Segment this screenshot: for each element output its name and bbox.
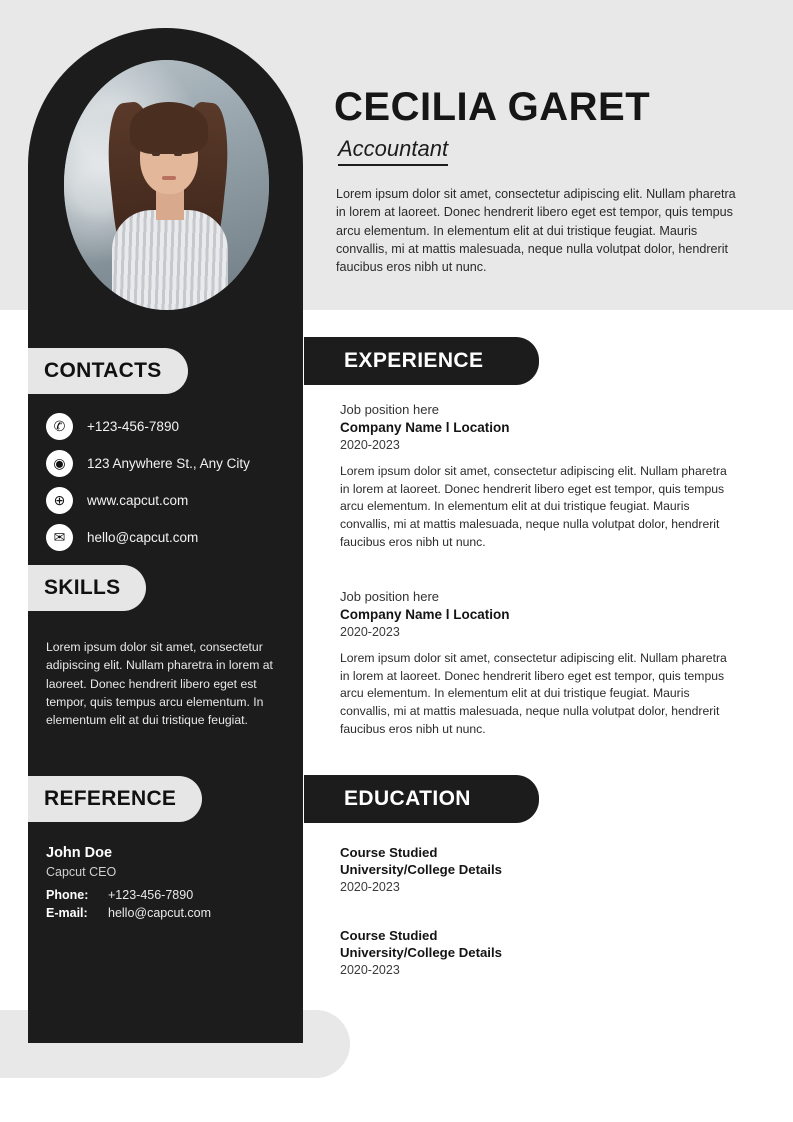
- experience-description: Lorem ipsum dolor sit amet, consectetur adipiscing elit. Nullam pharetra in lorem at laoreet. Donec hendrerit libero eget est tempor, quis tempus arcu elementum. In elementum elit at dui tristique feugiat. Mauris convallis, mi at mattis malesuada, neque nulla volutpat dolor, hendrerit faucibus eros nibh ut nunc.: [340, 651, 727, 736]
- education-entry: [340, 845, 670, 894]
- section-header-experience: [304, 337, 539, 385]
- reference-email-row: [46, 906, 286, 920]
- experience-position: Job position here: [340, 589, 440, 604]
- section-label-contacts: CONTACTS: [44, 359, 162, 382]
- reference-block: [46, 845, 286, 924]
- phone-icon: ✆: [46, 413, 73, 440]
- reference-phone-label: Phone:: [46, 888, 89, 902]
- photo-hair-top: [130, 102, 208, 154]
- education-years: 2020-2023: [340, 963, 400, 977]
- job-role-subtitle: Accountant: [338, 136, 448, 166]
- education-entry: [340, 928, 670, 977]
- contact-email-text[interactable]: hello@capcut.com: [87, 530, 199, 545]
- reference-phone-value: +123-456-7890: [108, 888, 194, 902]
- reference-title: Capcut CEO: [46, 865, 117, 879]
- section-label-skills: SKILLS: [44, 576, 121, 599]
- contact-address-text: 123 Anywhere St., Any City: [87, 456, 250, 471]
- contact-website-text[interactable]: www.capcut.com: [87, 493, 189, 508]
- photo-eye-left: [152, 152, 160, 156]
- reference-email-value: hello@capcut.com: [108, 906, 212, 920]
- section-header-contacts: [28, 348, 188, 394]
- contact-phone-text: +123-456-7890: [87, 419, 179, 434]
- section-header-skills: [28, 565, 146, 611]
- photo-mouth: [162, 176, 176, 180]
- reference-email-label: E-mail:: [46, 906, 88, 920]
- education-course: Course Studied: [340, 928, 438, 943]
- list-item: [46, 482, 296, 519]
- profile-photo: [64, 60, 269, 310]
- section-label-experience: EXPERIENCE: [344, 349, 484, 372]
- section-label-education: EDUCATION: [344, 787, 471, 810]
- list-item: [46, 445, 296, 482]
- experience-years: 2020-2023: [340, 625, 400, 639]
- education-years: 2020-2023: [340, 880, 400, 894]
- education-school: University/College Details: [340, 945, 502, 960]
- envelope-icon: ✉: [46, 524, 73, 551]
- location-pin-icon: ◉: [46, 450, 73, 477]
- skills-description: Lorem ipsum dolor sit amet, consectetur adipiscing elit. Nullam pharetra in lorem at laoreet. Donec hendrerit libero eget est tempor, quis tempus arcu elementum. In elementum elit at dui tristique feugiat.: [46, 640, 273, 728]
- list-item: [46, 519, 296, 556]
- globe-icon: ⊕: [46, 487, 73, 514]
- experience-entry: [340, 402, 736, 551]
- section-label-reference: REFERENCE: [44, 787, 177, 810]
- experience-position: Job position here: [340, 402, 440, 417]
- experience-description: Lorem ipsum dolor sit amet, consectetur adipiscing elit. Nullam pharetra in lorem at laoreet. Donec hendrerit libero eget est tempor, quis tempus arcu elementum. In elementum elit at dui tristique feugiat. Mauris convallis, mi at mattis malesuada, neque nulla volutpat dolor, hendrerit faucibus eros nibh ut nunc.: [340, 464, 727, 549]
- section-header-reference: [28, 776, 202, 822]
- contacts-list: [46, 408, 296, 556]
- profile-summary-text: Lorem ipsum dolor sit amet, consectetur adipiscing elit. Nullam pharetra in lorem at laoreet. Donec hendrerit libero eget est tempor, quis tempus arcu elementum. In elementum elit at dui tristique feugiat. Mauris convallis, mi at mattis malesuada, neque nulla volutpat dolor, hendrerit faucibus eros nibh ut nunc.: [336, 187, 736, 274]
- section-header-education: [304, 775, 539, 823]
- education-course: Course Studied: [340, 845, 438, 860]
- photo-eye-right: [174, 152, 182, 156]
- page-title: CECILIA GARET: [334, 85, 651, 129]
- photo-shirt: [112, 210, 228, 310]
- experience-company: Company Name l Location: [340, 420, 510, 435]
- experience-years: 2020-2023: [340, 438, 400, 452]
- reference-phone-row: [46, 888, 286, 902]
- experience-entry: [340, 589, 736, 738]
- education-school: University/College Details: [340, 862, 502, 877]
- experience-company: Company Name l Location: [340, 607, 510, 622]
- list-item: [46, 408, 296, 445]
- reference-name: John Doe: [46, 845, 113, 861]
